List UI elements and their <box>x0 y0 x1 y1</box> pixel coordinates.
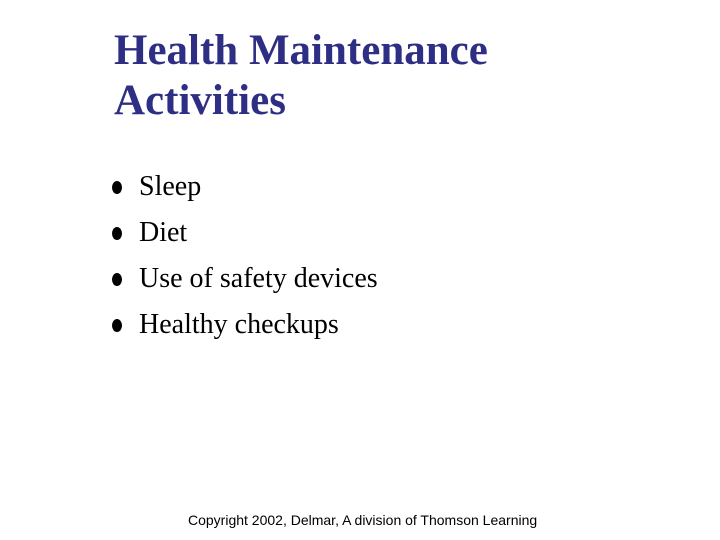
slide-title-line-2: Activities <box>114 77 286 124</box>
slide-title-line-1: Health Maintenance <box>114 27 488 74</box>
bullet-label: Use of safety devices <box>139 263 378 294</box>
bullet-dot-icon <box>112 227 122 240</box>
bullet-dot-icon <box>112 273 122 286</box>
bullet-list <box>112 164 378 348</box>
bullet-label: Healthy checkups <box>139 309 339 340</box>
bullet-dot-icon <box>112 181 122 194</box>
copyright-footer: Copyright 2002, Delmar, A division of Thomson Learning <box>188 512 538 528</box>
slide-title <box>114 26 674 126</box>
bullet-item-sleep <box>112 164 378 210</box>
bullet-dot-icon <box>112 319 122 332</box>
bullet-item-safety-devices <box>112 256 378 302</box>
bullet-label: Sleep <box>139 171 202 202</box>
bullet-item-healthy-checkups <box>112 302 378 348</box>
bullet-label: Diet <box>139 217 188 248</box>
bullet-item-diet <box>112 210 378 256</box>
